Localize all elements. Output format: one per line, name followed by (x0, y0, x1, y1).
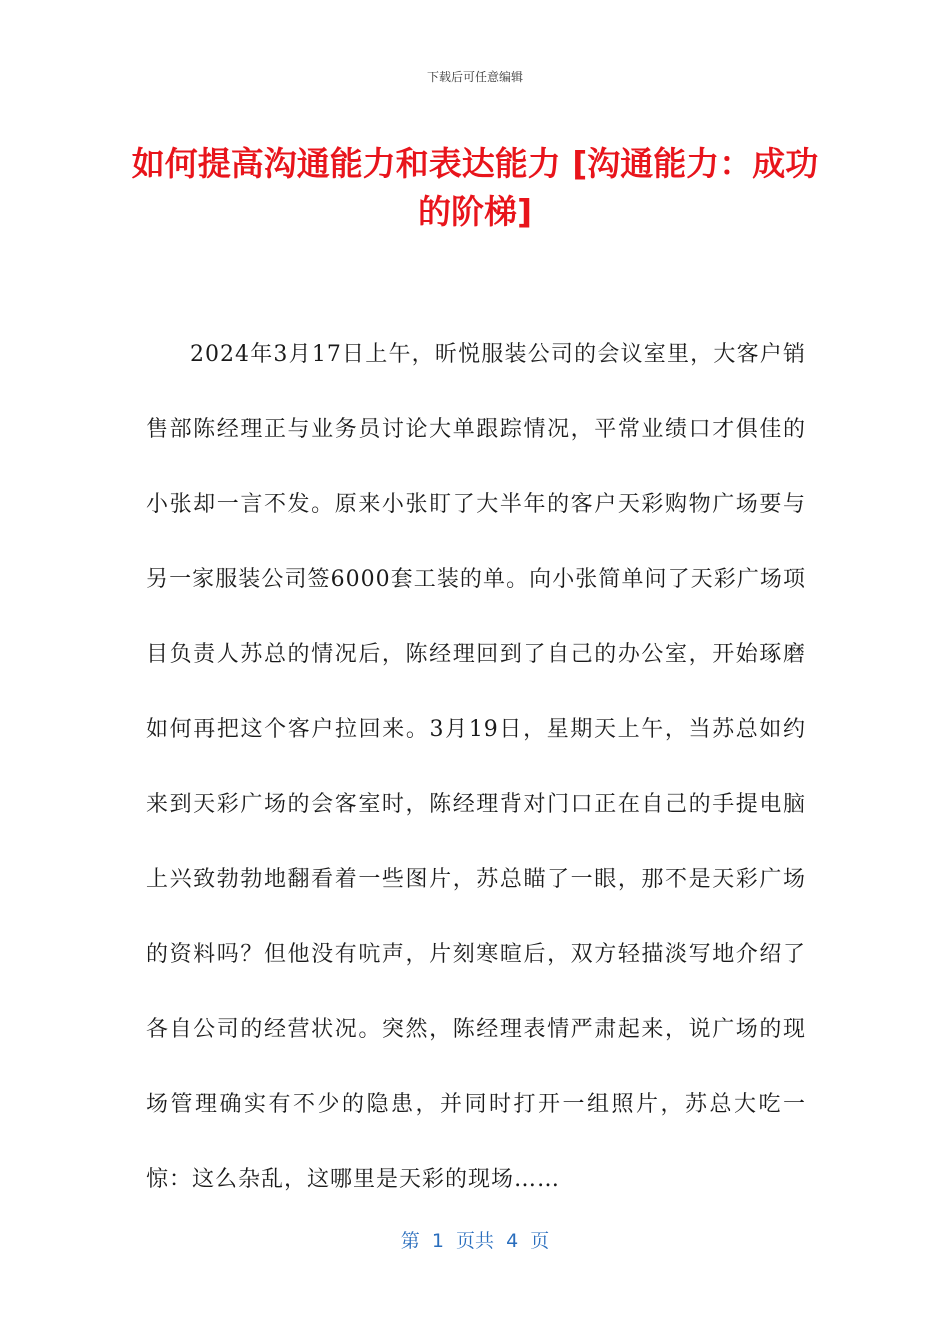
header-note: 下载后可任意编辑 (426, 70, 523, 84)
document-title: 如何提高沟通能力和表达能力 [沟通能力：成功的阶梯] (131, 144, 819, 231)
page-number-footer: 第 1 页共 4 页 (400, 1230, 550, 1252)
body-paragraph: 2024年3月17日上午，昕悦服装公司的会议室里，大客户销售部陈经理正与业务员讨论大单跟踪情况，平常业绩口才俱佳的小张却一言不发。原来小张盯了大半年的客户天彩购物广场要与另一家服装公司签6000套工装的单。向小张简单问了天彩广场项目负责人苏总的情况后，陈经理回到了自己的办公室，开始琢磨如何再把这个客户拉回来。3月19日，星期天上午，当苏总如约来到天彩广场的会客室时，陈经理背对门口正在自己的手提电脑上兴致勃勃地翻看着一些图片，苏总瞄了一眼，那不是天彩广场的资料吗？但他没有吭声，片刻寒暄后，双方轻描淡写地介绍了各自公司的经营状况。突然，陈经理表情严肃起来，说广场的现场管理确实有不少的隐患，并同时打开一组照片，苏总大吃一惊：这么杂乱，这哪里是天彩的现场…… (146, 342, 806, 1192)
